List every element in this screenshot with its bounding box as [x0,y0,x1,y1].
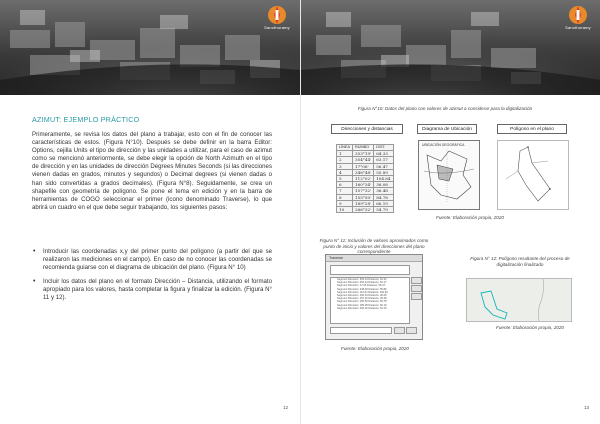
table-cell: 2 [337,157,353,163]
table-cell: 354°44' [352,157,373,163]
university-logo [565,4,591,34]
table-cell: 63.17 [374,157,393,163]
bullet-icon: • [33,248,36,255]
dialog-button-delete[interactable] [411,293,422,300]
table-cell: 7 [337,188,353,194]
fig11-source: Fuente: Elaboración propia, 2020 [341,346,409,351]
table-cell: 54.79 [374,206,393,212]
start-point-field[interactable] [330,265,410,275]
segment-row[interactable]: Segment Direction: 354.44 Distance: 63.17 [337,281,387,285]
fig10-source: Fuente: Elaboración propia, 2020 [436,215,504,220]
segment-row[interactable]: Segment Direction: 353.19 Distance: 64.33 [337,278,387,281]
table-cell: 10 [337,206,353,212]
segment-row[interactable]: Segment Direction: 157.32 Distance: 36.48 [337,297,387,301]
header-banner-image [301,0,600,95]
table-cell: 64.33 [374,151,393,157]
logo-text: Sancthoramy [565,25,591,30]
section-title: AZIMUT: EJEMPLO PRÁCTICO [32,115,140,124]
fig11-caption: Figura N° 11: Inclusión de valores aproximados como punto de inicio y valores del direcciones del plano correspondiente [319,238,429,255]
segment-row[interactable]: Segment Direction: 17.06 Distance: 56.47 [337,284,386,288]
dialog-button-cancel[interactable] [406,327,417,334]
dialog-button-ok[interactable] [394,327,405,334]
segment-row[interactable]: Segment Direction: 348.48 Distance: 55.89 [337,287,387,291]
table-header-cell: DIST. [374,145,393,151]
table-header-row [337,145,394,151]
body-paragraph: Primeramente, se revisa los datos del plano a trabajar, esto con el fin de conocer las características de estos. (Figura N°10). Después se debe definir en la barra Editor: Options, cejilla Units el tipo de dirección y las unidades a utilizar, para el caso de azimut como se mencionó anteriormente, se debe elegir la opción de North Azimuth en el tipo de dirección y en las unidades de dirección Degrees Minutes Seconds (si las direcciones vienen dadas en grados, minutos y segundos) o Decimal degrees (si vienen dadas o han sido convertidas a grados decimales). (Figura N°8). Seguidamente, se crea un shapefile con geometría de polígono. Se pone el tema en edición y en la barra de herramientas de COGO seleccionar el primer (icono denominado Traverse), lo que abrirá un cuadro en el que debe seguir trabajando, los siguientes pasos: [32,131,272,211]
table-cell: 266°32' [352,206,373,212]
location-label: UBICACIÓN GEOGRÁFICA [422,143,465,147]
table-cell: 112°02' [352,175,373,181]
polygon-drawing [498,141,568,209]
table-cell: 5 [337,175,353,181]
table-cell: 6 [337,182,353,188]
step-text: Introducir las coordenadas x,y del primer punto del polígono (a partir del que se realizaron las mediciones en el campo). En caso de no conocer las coordenadas se recomienda guiarse con el diagrama de ubicación del plano. (Figura N° 10) [43,248,272,272]
fig10-title-location: Diagrama de Ubicación [417,124,477,134]
table-cell: 155°50' [352,194,373,200]
segment-row[interactable]: Segment Direction: 160.34 Distance: 36.08 [337,293,387,297]
directions-table [336,144,394,213]
traverse-dialog [325,254,423,340]
table-cell: 17°06' [352,163,373,169]
step-item [32,248,272,272]
result-polygon [467,279,571,321]
fig10-caption: Figura N°10: Datos del plano con valores de azimut a considerar para la digitalización [357,106,533,111]
fig12-caption: Figura N° 12: Polígono resultante del proceso de digitalización finalizado [470,256,570,267]
table-cell: 104.84 [374,175,393,181]
segment-row[interactable]: Segment Direction: 189.28 Distance: 66.19 [337,303,387,307]
step-text: Incluir los datos del plano en el formato Dirección – Distancia, utilizando el formato apropiado para los valores, hasta completar la figura y finalizar la edición. (Figura N° 11 y 12). [43,278,272,302]
table-header-cell: LÍNEA [337,145,353,151]
dialog-button-add[interactable] [411,277,422,284]
direction-distance-input[interactable] [330,327,392,334]
table-cell: 353°19' [352,151,373,157]
table-cell: 1 [337,151,353,157]
polygon-sketch [497,140,569,210]
fig10-title-directions: Direcciones y distancias [331,124,403,134]
table-cell: 36.48 [374,188,393,194]
table-cell: 157°32' [352,188,373,194]
table-cell: 36.08 [374,182,393,188]
table-cell: 66.19 [374,200,393,206]
table-cell: 84.78 [374,194,393,200]
logo-text: Sancthoramy [264,25,290,30]
bullet-icon: • [33,278,36,286]
table-header-cell: RUMBO [352,145,373,151]
segment-list[interactable] [330,277,410,324]
page-number: 12 [283,405,289,410]
university-logo [264,4,290,34]
segment-row[interactable]: Segment Direction: 266.32 Distance: 54.79 [337,306,387,310]
table-cell: 9 [337,200,353,206]
fig12-map [466,278,572,322]
table-row [337,206,394,212]
steps-list [32,248,272,309]
segment-row[interactable]: Segment Direction: 155.50 Distance: 84.78 [337,300,387,304]
location-sketch [419,141,479,209]
page-number: 13 [584,405,590,410]
table-cell: 160°34' [352,182,373,188]
header-banner-image [0,0,300,95]
dialog-button-edit[interactable] [411,285,422,292]
table-cell: 3 [337,163,353,169]
fig10-title-polygon: Polígono en el plano [497,124,567,134]
fig12-source: Fuente: Elaboración propia, 2020 [496,325,564,330]
location-diagram [418,140,480,210]
dialog-title: Traverse [326,255,422,262]
segment-row[interactable]: Segment Direction: 112.02 Distance: 104.84 [337,290,388,294]
table-cell: 189°28' [352,200,373,206]
table-cell: 348°48' [352,169,373,175]
table-cell: 56.47 [374,163,393,169]
table-cell: 8 [337,194,353,200]
table-cell: 55.89 [374,169,393,175]
step-item [32,278,272,302]
table-cell: 4 [337,169,353,175]
